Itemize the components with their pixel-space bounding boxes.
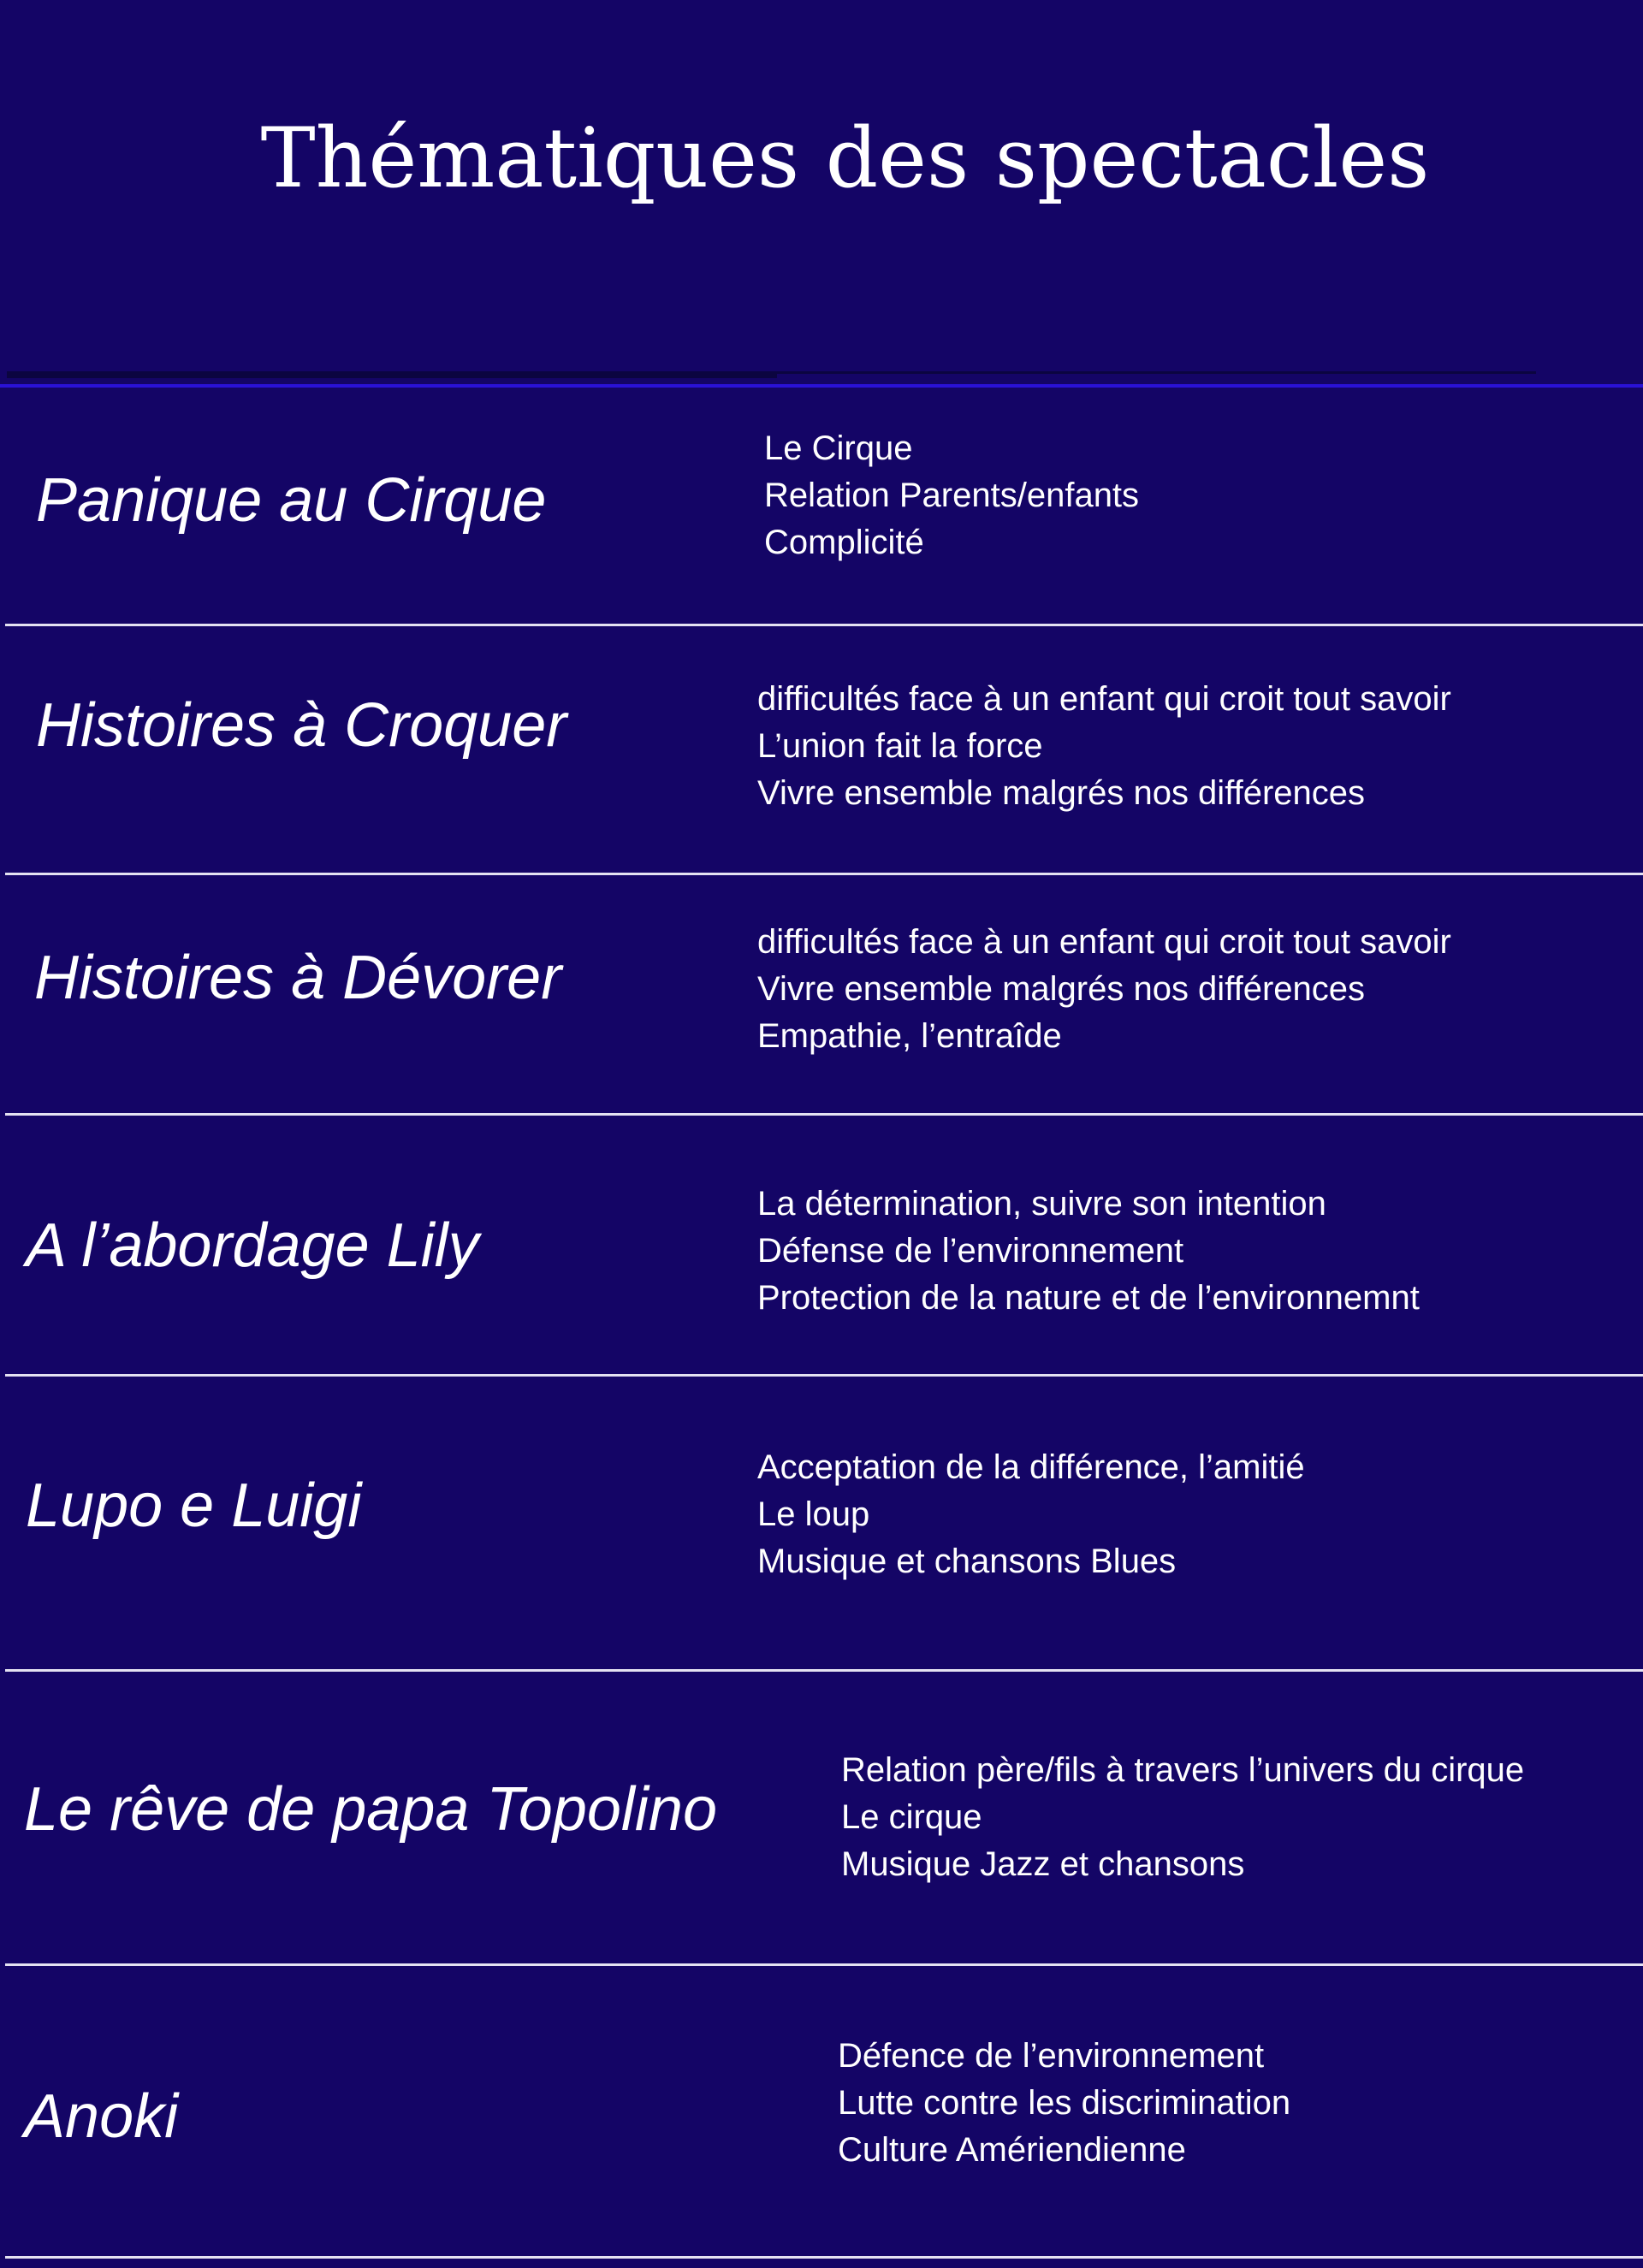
header-divider-shadow	[7, 371, 777, 378]
theme-item: difficultés face à un enfant qui croit tout savoir	[757, 923, 1451, 961]
theme-item: La détermination, suivre son intention	[757, 1185, 1326, 1223]
theme-item: Le loup	[757, 1495, 870, 1533]
row-divider	[5, 1113, 1643, 1116]
row-divider	[5, 1669, 1643, 1672]
row-divider	[5, 1963, 1643, 1966]
theme-list-anoki	[838, 2033, 1290, 2174]
theme-item: Complicité	[764, 524, 924, 561]
row-divider	[5, 873, 1643, 875]
row-divider	[5, 624, 1643, 626]
theme-list-le-reve-de-papa-topolino	[841, 1747, 1524, 1888]
theme-list-panique-au-cirque	[764, 425, 1139, 566]
theme-item: Relation Parents/enfants	[764, 477, 1140, 514]
theme-list-histoires-a-croquer	[757, 676, 1451, 817]
theme-item: Le Cirque	[764, 429, 913, 467]
theme-item: Musique et chansons Blues	[757, 1543, 1177, 1580]
show-title-a-labordage-lily: A l’abordage Lily	[26, 1211, 479, 1280]
theme-item: Empathie, l’entraîde	[757, 1017, 1062, 1055]
show-title-lupo-e-luigi: Lupo e Luigi	[26, 1472, 362, 1540]
theme-item: Culture Amériendienne	[838, 2131, 1186, 2169]
page-title: Thématiques des spectacles	[260, 110, 1430, 206]
show-title-le-reve-de-papa-topolino: Le rêve de papa Topolino	[24, 1775, 717, 1844]
theme-list-a-labordage-lily	[757, 1181, 1420, 1322]
theme-item: L’union fait la force	[757, 727, 1043, 765]
theme-item: Défence de l’environnement	[838, 2037, 1265, 2075]
show-title-histoires-a-croquer: Histoires à Croquer	[36, 691, 567, 760]
show-title-anoki: Anoki	[24, 2082, 179, 2151]
theme-item: Lutte contre les discrimination	[838, 2084, 1291, 2122]
header-divider-shadow-thin	[770, 371, 1536, 374]
theme-list-lupo-e-luigi	[757, 1444, 1305, 1585]
theme-item: difficultés face à un enfant qui croit tout savoir	[757, 680, 1451, 718]
theme-item: Vivre ensemble malgrés nos différences	[757, 774, 1365, 812]
show-title-histoires-a-devorer: Histoires à Dévorer	[34, 944, 562, 1012]
theme-item: Relation père/fils à travers l’univers du cirque	[841, 1751, 1525, 1789]
theme-item: Musique Jazz et chansons	[841, 1845, 1245, 1883]
theme-item: Vivre ensemble malgrés nos différences	[757, 970, 1365, 1008]
theme-list-histoires-a-devorer	[757, 919, 1451, 1060]
header-divider	[0, 384, 1643, 388]
theme-item: Défense de l’environnement	[757, 1232, 1184, 1270]
theme-item: Protection de la nature et de l’environnemnt	[757, 1279, 1420, 1317]
theme-item: Acceptation de la différence, l’amitié	[757, 1448, 1305, 1486]
row-divider	[5, 1374, 1643, 1377]
row-divider	[5, 2256, 1643, 2259]
show-title-panique-au-cirque: Panique au Cirque	[36, 466, 547, 535]
theme-item: Le cirque	[841, 1798, 982, 1836]
